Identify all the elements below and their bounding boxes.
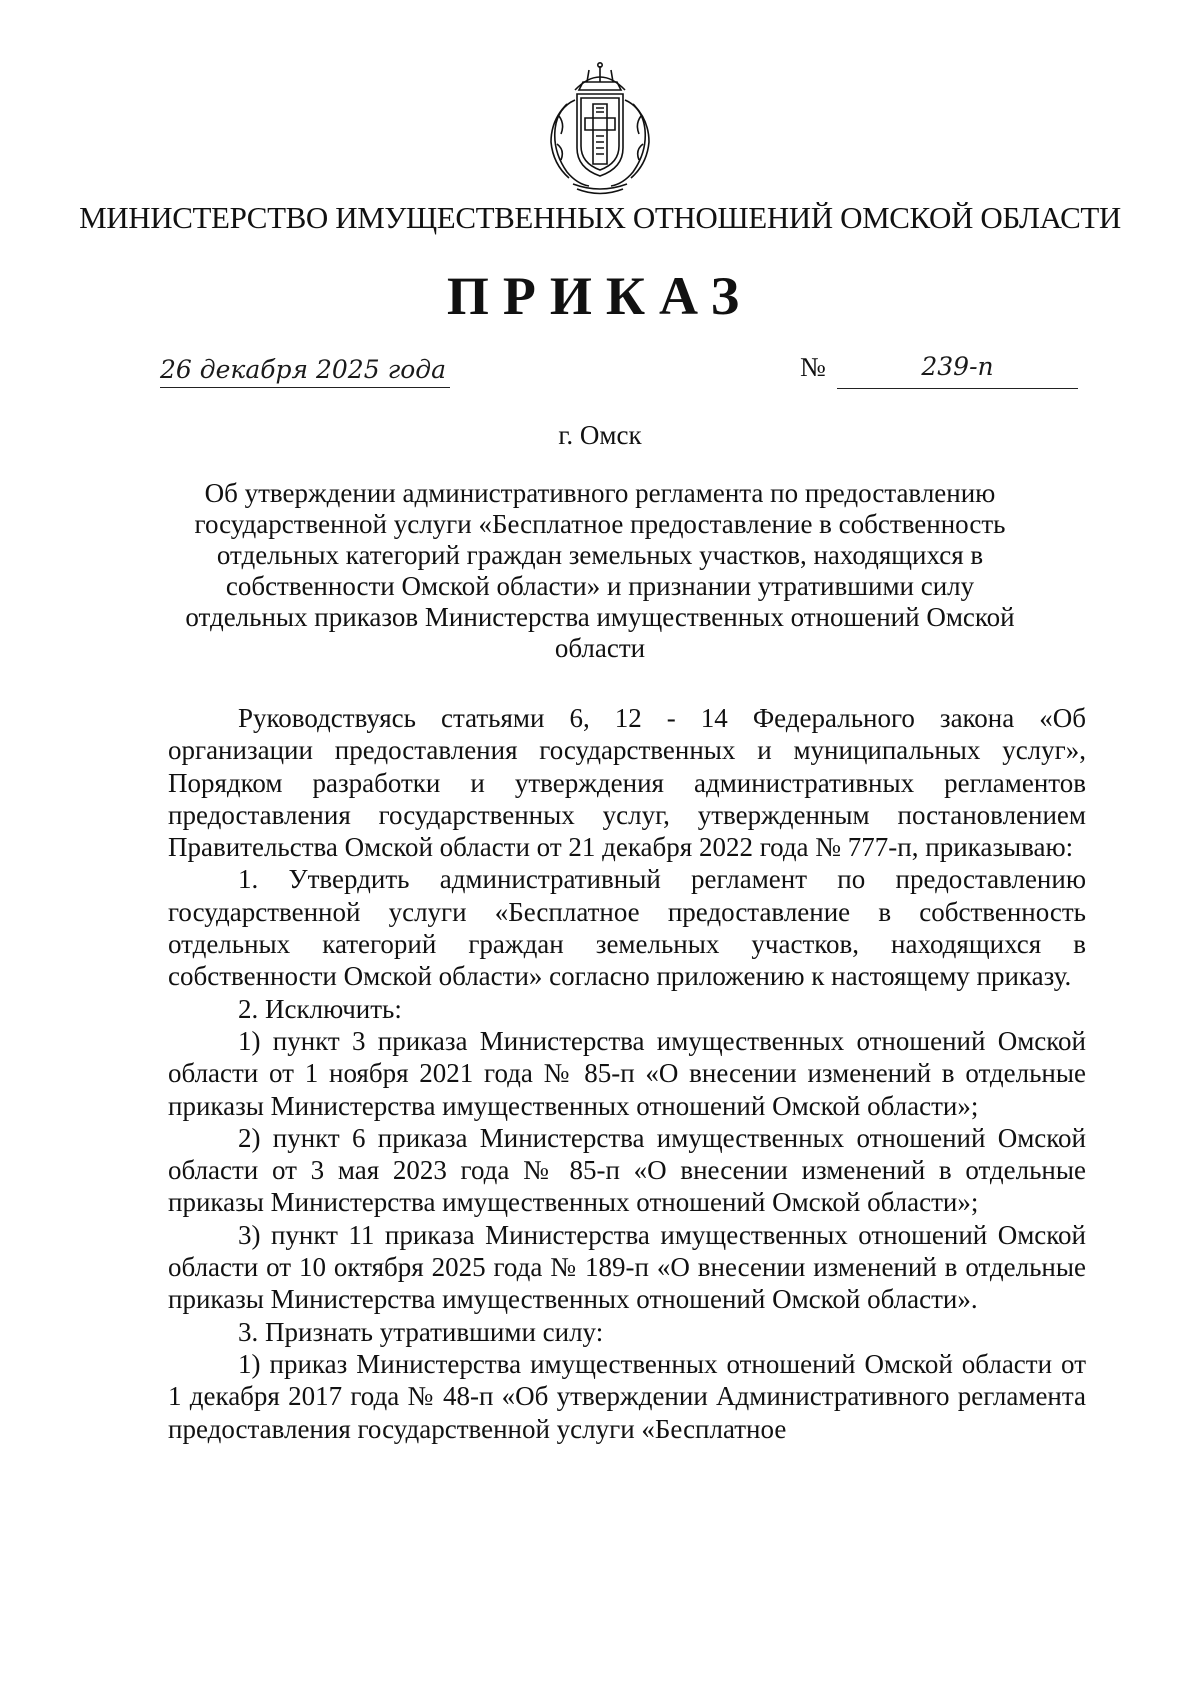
item-2-3-paragraph: 3) пункт 11 приказа Министерства имущественных отношений Омской области от 10 октября 2025 года № 189-п «О внесении изменений в отдельные приказы Министерства имущественных отношений Омской области». xyxy=(168,1219,1086,1315)
number-sign: № xyxy=(800,352,826,382)
city-name: г. Омск xyxy=(558,420,642,450)
preamble-paragraph: Руководствуясь статьями 6, 12 - 14 Федерального закона «Об организации предоставления государственных и муниципальных услуг», Порядком разработки и утверждения административных регламентов предоставления государственных услуг, утвержденным постановлением Правительства Омской области от 21 декабря 2022 года № 777-п, приказываю: xyxy=(168,703,1086,863)
item-3-1-paragraph: 1) приказ Министерства имущественных отношений Омской области от 1 декабря 2017 года № 48-п «Об утверждении Административного регламента предоставления государственной услуги «Бесплатное xyxy=(168,1348,1086,1444)
item-2-heading: 2. Исключить: xyxy=(238,993,402,1024)
item-2-2-paragraph: 2) пункт 6 приказа Министерства имущественных отношений Омской области от 3 мая 2023 года № 85-п «О внесении изменений в отдельные приказы Министерства имущественных отношений Омской области»; xyxy=(168,1122,1086,1218)
item-3-heading: 3. Признать утратившими силу: xyxy=(238,1316,604,1347)
order-date-line xyxy=(160,355,450,388)
item-1-paragraph: 1. Утвердить административный регламент по предоставлению государственной услуги «Бесплатное предоставление в собственность отдельных категорий граждан земельных участков, находящихся в собственности Омской области» согласно приложению к настоящему приказу. xyxy=(168,864,1086,992)
item-2-1-paragraph: 1) пункт 3 приказа Министерства имущественных отношений Омской области от 1 ноября 2021 года № 85-п «О внесении изменений в отдельные приказы Министерства имущественных отношений Омской области»; xyxy=(168,1025,1086,1121)
order-body xyxy=(168,702,1086,1445)
coat-of-arms-emblem xyxy=(537,60,663,195)
order-number-line xyxy=(837,352,1078,389)
document-type-heading: ПРИКАЗ xyxy=(446,266,754,326)
order-date-handwritten: 26 декабря 2025 года xyxy=(160,355,446,384)
ministry-name: МИНИСТЕРСТВО ИМУЩЕСТВЕННЫХ ОТНОШЕНИЙ ОМСКОЙ ОБЛАСТИ xyxy=(79,200,1121,235)
order-number-field xyxy=(800,352,1078,392)
order-number-handwritten: 239-п xyxy=(921,352,994,381)
order-title: Об утверждении административного регламента по предоставлению государственной услуги «Бесплатное предоставление в собственность отдельных категорий граждан земельных участков, находящихся в собственности Омской области» и признании утратившими силу отдельных приказов Министерства имущественных отношений Омской области xyxy=(185,478,1015,663)
